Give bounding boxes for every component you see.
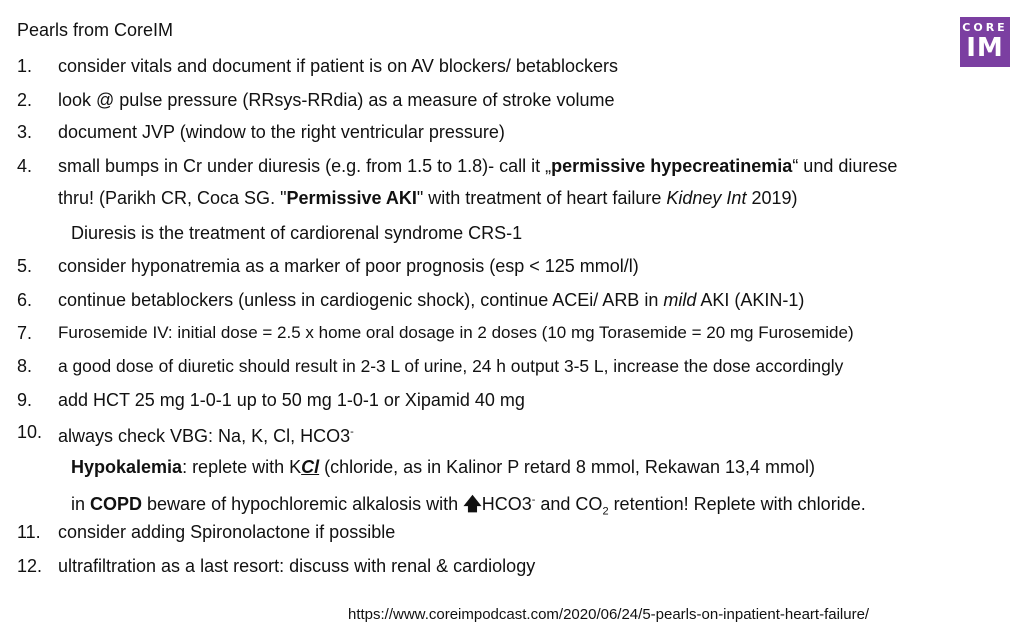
cardiorenal-note: Diuresis is the treatment of cardiorenal syndrome CRS-1 bbox=[71, 223, 523, 243]
item-text: look @ pulse pressure (RRsys-RRdia) as a measure of stroke volume bbox=[58, 90, 615, 110]
item-text bbox=[58, 289, 804, 311]
journal-name: Kidney Int bbox=[666, 188, 747, 208]
item-text: ultrafiltration as a last resort: discuss with renal & cardiology bbox=[58, 556, 536, 576]
arrow-up-icon: 🡅 bbox=[463, 494, 482, 514]
item-number: 11. bbox=[17, 522, 41, 542]
item-text: add HCT 25 mg 1-0-1 up to 50 mg 1-0-1 or Xipamid 40 mg bbox=[58, 390, 525, 410]
item-text-part: 2019) bbox=[746, 188, 798, 208]
item-text-part: " with treatment of heart failure bbox=[416, 188, 667, 208]
bold-term: COPD bbox=[90, 494, 143, 514]
item-text-part: thru! (Parikh CR, Coca SG. " bbox=[58, 188, 287, 208]
item-text: document JVP (window to the right ventricular pressure) bbox=[58, 122, 505, 142]
item-text-part: “ und diurese bbox=[792, 156, 898, 176]
item-number: 6. bbox=[17, 290, 33, 310]
item-text: consider adding Spironolactone if possible bbox=[58, 522, 396, 542]
logo-top-text: CORE bbox=[962, 21, 1008, 34]
item-text: consider vitals and document if patient is on AV blockers/ betablockers bbox=[58, 56, 618, 76]
item-number: 8. bbox=[17, 356, 33, 376]
item-text-part: small bumps in Cr under diuresis (e.g. from 1.5 to 1.8)- call it „ bbox=[58, 156, 552, 176]
bold-term: Permissive AKI bbox=[286, 188, 417, 208]
note-text-part: and CO bbox=[535, 494, 603, 514]
item-text: consider hyponatremia as a marker of poor prognosis (esp < 125 mmol/l) bbox=[58, 256, 639, 276]
item-text bbox=[58, 421, 354, 447]
note-text-part: (chloride, as in Kalinor P retard 8 mmol, Rekawan 13,4 mmol) bbox=[319, 457, 815, 477]
item-number: 10. bbox=[17, 422, 43, 442]
bold-term: Hypokalemia bbox=[71, 457, 183, 477]
item-number: 3. bbox=[17, 122, 33, 142]
chloride-symbol: Cl bbox=[301, 457, 320, 477]
item-number: 12. bbox=[17, 556, 43, 576]
superscript: - bbox=[350, 426, 354, 438]
item-text bbox=[58, 155, 897, 177]
bold-term: permissive hypecreatinemia bbox=[551, 156, 793, 176]
item-number: 5. bbox=[17, 256, 33, 276]
note-text-part: HCO3 bbox=[481, 494, 532, 514]
item-text-part: continue betablockers (unless in cardiogenic shock), continue ACEi/ ARB in bbox=[58, 290, 664, 310]
superscript: - bbox=[531, 494, 536, 506]
item-text-part: always check VBG: Na, K, Cl, HCO3 bbox=[58, 426, 351, 446]
item-text bbox=[58, 187, 798, 209]
note-text-part: in bbox=[71, 494, 91, 514]
item-text-part: AKI (AKIN-1) bbox=[696, 290, 805, 310]
item-number: 1. bbox=[17, 56, 33, 76]
source-url[interactable]: https://www.coreimpodcast.com/2020/06/24/5-pearls-on-inpatient-heart-failure/ bbox=[348, 606, 870, 623]
item-number: 4. bbox=[17, 156, 33, 176]
item-number: 7. bbox=[17, 323, 33, 343]
coreim-logo bbox=[960, 17, 1010, 67]
item-text: Furosemide IV: initial dose = 2.5 x home oral dosage in 2 doses (10 mg Torasemide = 20 mg Furosemide) bbox=[58, 323, 854, 342]
copd-note bbox=[71, 489, 866, 523]
hypokalemia-note bbox=[71, 456, 815, 478]
page-title: Pearls from CoreIM bbox=[17, 20, 174, 40]
subscript: 2 bbox=[602, 505, 609, 518]
note-text-part: : replete with K bbox=[182, 457, 302, 477]
note-text-part: beware of hypochloremic alkalosis with bbox=[142, 494, 464, 514]
item-number: 2. bbox=[17, 90, 33, 110]
logo-bottom-text: IM bbox=[966, 33, 1004, 63]
item-number: 9. bbox=[17, 390, 33, 410]
italic-term: mild bbox=[663, 290, 697, 310]
item-text: a good dose of diuretic should result in 2-3 L of urine, 24 h output 3-5 L, increase the dose accordingly bbox=[58, 356, 844, 376]
note-text-part: retention! Replete with chloride. bbox=[608, 494, 866, 514]
